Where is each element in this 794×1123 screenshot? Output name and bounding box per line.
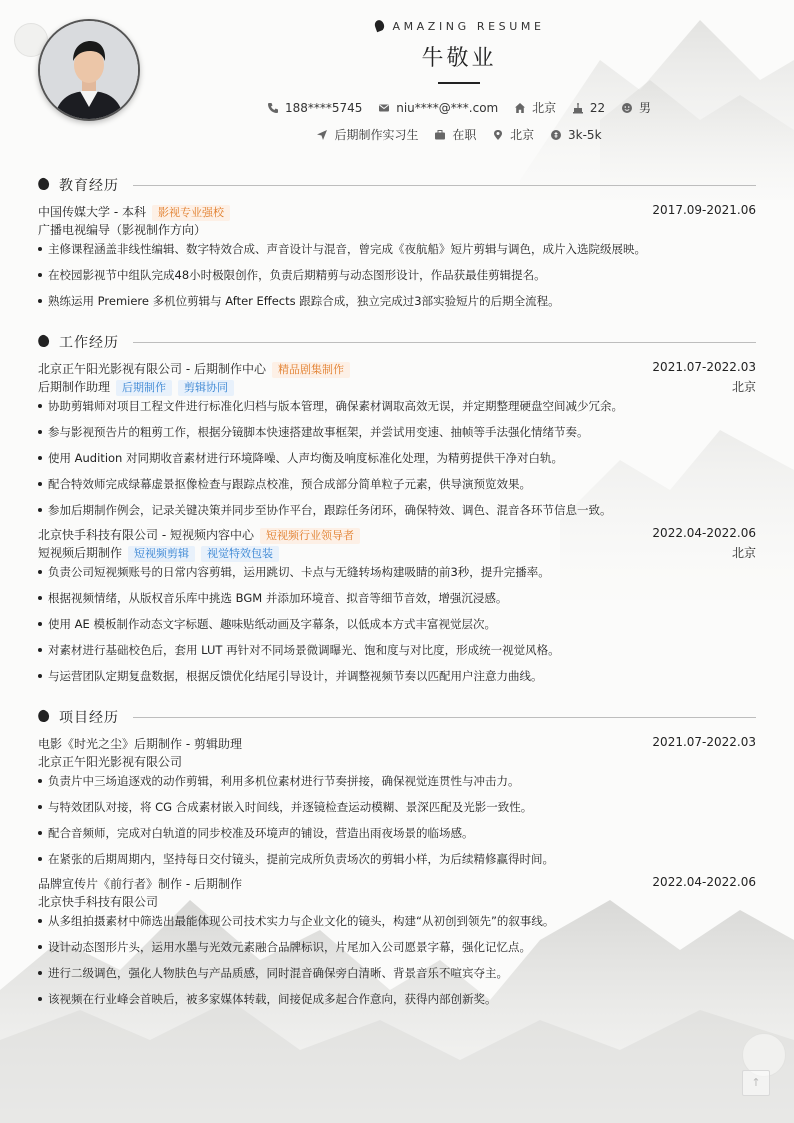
education-major-row [38,221,756,239]
role-tag: 视觉特效包装 [201,546,279,562]
work-date: 2021.07-2022.03 [652,360,756,374]
major: 广播电视编导（影视制作方向） [38,223,207,237]
role-tag: 后期制作 [116,380,172,396]
salary-icon [550,129,562,141]
section-projects [38,707,756,727]
phone-text: 188****5745 [284,101,363,115]
contact-gender [621,99,651,116]
project-bullet: 从多组拍摄素材中筛选出最能体现公司技术实力与企业文化的镜头，构建“从初创到领先”的叙事线。 [38,913,756,929]
job-role: 后期制作助理 [38,380,111,394]
project-title: 品牌宣传片《前行者》制作 - 后期制作 [38,877,242,891]
home-text: 北京 [532,101,557,115]
project-bullet: 与特效团队对接，将 CG 合成素材嵌入时间线，并逐镜检查运动模糊、景深匹配及光影一致性。 [38,799,756,815]
project-bullet: 该视频在行业峰会首映后，被多家媒体转载，间接促成多起合作意向，获得内部创新奖。 [38,991,756,1007]
work-bullet: 与运营团队定期复盘数据，根据反馈优化结尾引导设计，并调整视频节奏以匹配用户注意力曲线。 [38,668,756,684]
company-tag: 精品剧集制作 [272,362,350,378]
project-title-row [38,875,756,893]
section-education [38,175,756,195]
job-intent [0,126,794,143]
project-org: 北京快手科技有限公司 [38,895,159,909]
role-tag: 短视频剪辑 [128,546,195,562]
work-bullet: 根据视频情绪，从版权音乐库中挑选 BGM 并添加环境音、拟音等细节音效，增强沉浸感。 [38,590,756,606]
scroll-to-top-button[interactable]: ↑ [742,1070,770,1096]
city-text: 北京 [510,128,535,142]
work-company-row [38,360,756,378]
ink-drop-icon [36,333,51,349]
intent-status [434,126,476,143]
project-title: 电影《时光之尘》后期制作 - 剪辑助理 [38,737,242,751]
briefcase-icon [434,129,446,141]
company-name: 北京快手科技有限公司 - 短视频内容中心 [38,528,254,542]
position-text: 后期制作实习生 [334,128,419,142]
contact-phone [267,101,362,115]
candidate-name: 牛敬业 [421,46,497,71]
job-role: 短视频后期制作 [38,546,123,560]
work-company-row [38,526,756,544]
contact-home [514,99,556,116]
work-bullet: 对素材进行基础校色后，套用 LUT 再针对不同场景微调曝光、饱和度与对比度，形成统一视觉风格。 [38,642,756,658]
education-school-row [38,203,756,221]
section-divider [133,717,756,718]
contact-info [0,99,794,116]
gender-text: 男 [639,101,652,115]
work-bullet: 使用 AE 模板制作动态文字标题、趣味贴纸动画及字幕条，以低成本方式丰富视觉层次。 [38,616,756,632]
location-icon [492,129,504,141]
ink-drop-icon [374,19,386,32]
education-date: 2017.09-2021.06 [652,203,756,217]
work-role-row [38,378,756,396]
work-bullet: 负责公司短视频账号的日常内容剪辑，运用跳切、卡点与无缝转场构建吸睛的前3秒，提升完播率。 [38,564,756,580]
project-bullet: 负责片中三场追逐戏的动作剪辑，利用多机位素材进行节奏拼接，确保视觉连贯性与冲击力。 [38,773,756,789]
project-bullet: 在紧张的后期周期内，坚持每日交付镜头，提前完成所负责场次的剪辑小样，为后续精修赢得时间。 [38,851,756,867]
resume-tagline [0,20,794,33]
intent-city [492,126,534,143]
education-bullet: 熟练运用 Premiere 多机位剪辑与 After Effects 跟踪合成，独立完成过3部实验短片的后期全流程。 [38,293,756,309]
project-org-row [38,753,756,771]
work-bullet: 参与影视预告片的粗剪工作，根据分镜脚本快速搭建故事框架，并尝试用变速、抽帧等手法强化情绪节奏。 [38,424,756,440]
project-date: 2022.04-2022.06 [652,875,756,889]
phone-icon [267,102,279,114]
contact-age [572,101,605,115]
company-tag: 短视频行业领导者 [260,528,360,544]
education-bullet: 主修课程涵盖非线性编辑、数字特效合成、声音设计与混音，曾完成《夜航船》短片剪辑与调色，成片入选院级展映。 [38,241,756,257]
section-divider [133,185,756,186]
age-text: 22 [589,101,606,115]
work-date: 2022.04-2022.06 [652,526,756,540]
section-title: 工作经历 [59,335,119,351]
status-text: 在职 [452,128,477,142]
education-bullet: 在校园影视节中组队完成48小时极限创作，负责后期精剪与动态图形设计，作品获最佳剪辑提名。 [38,267,756,283]
company-name: 北京正午阳光影视有限公司 - 后期制作中心 [38,362,266,376]
section-divider [133,342,756,343]
work-bullet: 使用 Audition 对同期收音素材进行环境降噪、人声均衡及响度标准化处理，为精剪提供干净对白轨。 [38,450,756,466]
project-org: 北京正午阳光影视有限公司 [38,755,183,769]
project-title-row [38,735,756,753]
intent-position [316,126,418,143]
name-underline [438,82,480,84]
section-title: 项目经历 [59,710,119,726]
school-name: 中国传媒大学 - 本科 [38,205,146,219]
tagline-text: AMAZING RESUME [392,20,545,33]
work-role-row [38,544,756,562]
gender-icon [621,102,633,114]
home-icon [514,102,526,114]
cake-icon [572,102,584,114]
project-bullet: 配合音频师，完成对白轨道的同步校准及环境声的铺设，营造出雨夜场景的临场感。 [38,825,756,841]
project-org-row [38,893,756,911]
work-bullet: 配合特效师完成绿幕虚景抠像检查与跟踪点校准，预合成部分简单粒子元素，供导演预览效果。 [38,476,756,492]
project-date: 2021.07-2022.03 [652,735,756,749]
email-icon [378,102,390,114]
contact-email [378,101,498,115]
email-text: niu****@***.com [396,101,499,115]
intent-salary [550,128,602,142]
work-city: 北京 [731,380,756,394]
work-bullet: 参加后期制作例会，记录关键决策并同步至协作平台，跟踪任务闭环，确保特效、调色、混音各环节信息一致。 [38,502,756,518]
project-bullet: 设计动态图形片头，运用水墨与光效元素融合品牌标识，片尾加入公司愿景字幕，强化记忆点。 [38,939,756,955]
project-bullet: 进行二级调色，强化人物肤色与产品质感，同时混音确保旁白清晰、背景音乐不喧宾夺主。 [38,965,756,981]
role-tag: 剪辑协同 [178,380,234,396]
school-tag: 影视专业强校 [152,205,230,221]
ink-drop-icon [36,176,51,192]
salary-text: 3k-5k [568,128,602,142]
send-icon [316,129,328,141]
work-city: 北京 [731,546,756,560]
section-work [38,332,756,352]
work-bullet: 协助剪辑师对项目工程文件进行标准化归档与版本管理，确保素材调取高效无误，并定期整理硬盘空间减少冗余。 [38,398,756,414]
ink-drop-icon [36,708,51,724]
section-title: 教育经历 [59,178,119,194]
